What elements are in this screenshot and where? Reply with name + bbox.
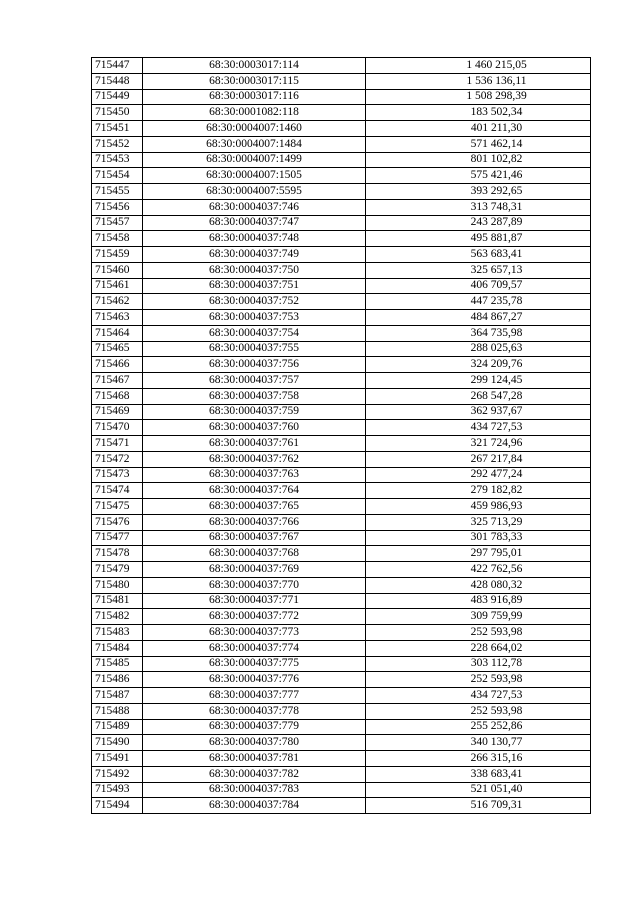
row-number-cell: 715455 bbox=[92, 184, 143, 200]
cadastral-value-cell: 252 593,98 bbox=[366, 625, 591, 641]
cadastral-value-cell: 288 025,63 bbox=[366, 341, 591, 357]
cadastral-number-cell: 68:30:0003017:114 bbox=[143, 58, 366, 74]
table-row bbox=[92, 562, 591, 578]
cadastral-value-cell: 338 683,41 bbox=[366, 766, 591, 782]
table-row bbox=[92, 121, 591, 137]
row-number-cell: 715458 bbox=[92, 231, 143, 247]
table-row bbox=[92, 294, 591, 310]
cadastral-number-cell: 68:30:0004037:774 bbox=[143, 640, 366, 656]
cadastral-value-cell: 393 292,65 bbox=[366, 184, 591, 200]
cadastral-number-cell: 68:30:0004037:783 bbox=[143, 782, 366, 798]
table-row bbox=[92, 357, 591, 373]
cadastral-number-cell: 68:30:0004037:750 bbox=[143, 262, 366, 278]
row-number-cell: 715485 bbox=[92, 656, 143, 672]
cadastral-number-cell: 68:30:0004037:775 bbox=[143, 656, 366, 672]
cadastral-number-cell: 68:30:0001082:118 bbox=[143, 105, 366, 121]
row-number-cell: 715494 bbox=[92, 798, 143, 814]
table-row bbox=[92, 625, 591, 641]
row-number-cell: 715487 bbox=[92, 688, 143, 704]
cadastral-value-cell: 1 508 298,39 bbox=[366, 89, 591, 105]
table-row bbox=[92, 278, 591, 294]
table-row bbox=[92, 672, 591, 688]
row-number-cell: 715460 bbox=[92, 262, 143, 278]
row-number-cell: 715478 bbox=[92, 546, 143, 562]
table-row bbox=[92, 152, 591, 168]
table-row bbox=[92, 467, 591, 483]
cadastral-number-cell: 68:30:0004037:765 bbox=[143, 499, 366, 515]
cadastral-value-cell: 459 986,93 bbox=[366, 499, 591, 515]
row-number-cell: 715475 bbox=[92, 499, 143, 515]
cadastral-number-cell: 68:30:0004037:764 bbox=[143, 483, 366, 499]
row-number-cell: 715447 bbox=[92, 58, 143, 74]
cadastral-number-cell: 68:30:0004007:5595 bbox=[143, 184, 366, 200]
row-number-cell: 715484 bbox=[92, 640, 143, 656]
cadastral-number-cell: 68:30:0004037:776 bbox=[143, 672, 366, 688]
cadastral-number-cell: 68:30:0004037:747 bbox=[143, 215, 366, 231]
cadastral-value-table bbox=[91, 57, 591, 814]
table-row bbox=[92, 373, 591, 389]
row-number-cell: 715464 bbox=[92, 325, 143, 341]
cadastral-value-cell: 267 217,84 bbox=[366, 451, 591, 467]
cadastral-value-cell: 228 664,02 bbox=[366, 640, 591, 656]
table-row bbox=[92, 483, 591, 499]
table-row bbox=[92, 404, 591, 420]
table-row bbox=[92, 215, 591, 231]
row-number-cell: 715468 bbox=[92, 388, 143, 404]
cadastral-value-cell: 243 287,89 bbox=[366, 215, 591, 231]
cadastral-value-cell: 484 867,27 bbox=[366, 310, 591, 326]
cadastral-value-cell: 1 460 215,05 bbox=[366, 58, 591, 74]
cadastral-value-cell: 252 593,98 bbox=[366, 672, 591, 688]
cadastral-value-cell: 297 795,01 bbox=[366, 546, 591, 562]
table-row bbox=[92, 89, 591, 105]
cadastral-number-cell: 68:30:0004037:748 bbox=[143, 231, 366, 247]
table-row bbox=[92, 703, 591, 719]
row-number-cell: 715473 bbox=[92, 467, 143, 483]
cadastral-value-cell: 801 102,82 bbox=[366, 152, 591, 168]
cadastral-number-cell: 68:30:0004037:771 bbox=[143, 593, 366, 609]
cadastral-number-cell: 68:30:0004037:754 bbox=[143, 325, 366, 341]
cadastral-number-cell: 68:30:0004037:766 bbox=[143, 514, 366, 530]
row-number-cell: 715470 bbox=[92, 420, 143, 436]
row-number-cell: 715456 bbox=[92, 199, 143, 215]
cadastral-value-cell: 183 502,34 bbox=[366, 105, 591, 121]
cadastral-value-cell: 516 709,31 bbox=[366, 798, 591, 814]
cadastral-number-cell: 68:30:0004037:761 bbox=[143, 436, 366, 452]
table-row bbox=[92, 325, 591, 341]
table-row bbox=[92, 73, 591, 89]
cadastral-number-cell: 68:30:0004037:753 bbox=[143, 310, 366, 326]
row-number-cell: 715482 bbox=[92, 609, 143, 625]
row-number-cell: 715492 bbox=[92, 766, 143, 782]
cadastral-number-cell: 68:30:0004037:763 bbox=[143, 467, 366, 483]
table-row bbox=[92, 136, 591, 152]
cadastral-number-cell: 68:30:0004037:772 bbox=[143, 609, 366, 625]
cadastral-value-cell: 299 124,45 bbox=[366, 373, 591, 389]
cadastral-value-cell: 340 130,77 bbox=[366, 735, 591, 751]
cadastral-value-cell: 447 235,78 bbox=[366, 294, 591, 310]
cadastral-value-cell: 255 252,86 bbox=[366, 719, 591, 735]
cadastral-number-cell: 68:30:0004037:759 bbox=[143, 404, 366, 420]
row-number-cell: 715451 bbox=[92, 121, 143, 137]
row-number-cell: 715476 bbox=[92, 514, 143, 530]
row-number-cell: 715465 bbox=[92, 341, 143, 357]
cadastral-number-cell: 68:30:0004037:749 bbox=[143, 247, 366, 263]
cadastral-number-cell: 68:30:0004037:752 bbox=[143, 294, 366, 310]
table-row bbox=[92, 168, 591, 184]
cadastral-value-cell: 324 209,76 bbox=[366, 357, 591, 373]
row-number-cell: 715452 bbox=[92, 136, 143, 152]
row-number-cell: 715479 bbox=[92, 562, 143, 578]
table-row bbox=[92, 262, 591, 278]
cadastral-value-cell: 483 916,89 bbox=[366, 593, 591, 609]
table-row bbox=[92, 735, 591, 751]
row-number-cell: 715449 bbox=[92, 89, 143, 105]
cadastral-number-cell: 68:30:0004037:762 bbox=[143, 451, 366, 467]
cadastral-value-cell: 309 759,99 bbox=[366, 609, 591, 625]
cadastral-value-cell: 422 762,56 bbox=[366, 562, 591, 578]
table-row bbox=[92, 640, 591, 656]
cadastral-value-cell: 563 683,41 bbox=[366, 247, 591, 263]
table-row bbox=[92, 499, 591, 515]
cadastral-value-cell: 303 112,78 bbox=[366, 656, 591, 672]
cadastral-value-cell: 266 315,16 bbox=[366, 751, 591, 767]
cadastral-number-cell: 68:30:0003017:116 bbox=[143, 89, 366, 105]
table-row bbox=[92, 688, 591, 704]
cadastral-number-cell: 68:30:0003017:115 bbox=[143, 73, 366, 89]
cadastral-number-cell: 68:30:0004037:758 bbox=[143, 388, 366, 404]
cadastral-number-cell: 68:30:0004037:757 bbox=[143, 373, 366, 389]
cadastral-number-cell: 68:30:0004007:1484 bbox=[143, 136, 366, 152]
cadastral-number-cell: 68:30:0004007:1499 bbox=[143, 152, 366, 168]
row-number-cell: 715474 bbox=[92, 483, 143, 499]
table-row bbox=[92, 782, 591, 798]
table-row bbox=[92, 577, 591, 593]
cadastral-number-cell: 68:30:0004037:751 bbox=[143, 278, 366, 294]
row-number-cell: 715457 bbox=[92, 215, 143, 231]
cadastral-number-cell: 68:30:0004037:778 bbox=[143, 703, 366, 719]
cadastral-value-cell: 252 593,98 bbox=[366, 703, 591, 719]
row-number-cell: 715472 bbox=[92, 451, 143, 467]
table-row bbox=[92, 420, 591, 436]
cadastral-value-cell: 434 727,53 bbox=[366, 420, 591, 436]
cadastral-value-cell: 575 421,46 bbox=[366, 168, 591, 184]
cadastral-number-cell: 68:30:0004037:784 bbox=[143, 798, 366, 814]
cadastral-value-cell: 428 080,32 bbox=[366, 577, 591, 593]
row-number-cell: 715477 bbox=[92, 530, 143, 546]
row-number-cell: 715462 bbox=[92, 294, 143, 310]
cadastral-value-cell: 571 462,14 bbox=[366, 136, 591, 152]
table-row bbox=[92, 58, 591, 74]
cadastral-value-cell: 406 709,57 bbox=[366, 278, 591, 294]
row-number-cell: 715467 bbox=[92, 373, 143, 389]
cadastral-number-cell: 68:30:0004037:780 bbox=[143, 735, 366, 751]
cadastral-number-cell: 68:30:0004037:781 bbox=[143, 751, 366, 767]
table-row bbox=[92, 766, 591, 782]
cadastral-value-cell: 362 937,67 bbox=[366, 404, 591, 420]
table-row bbox=[92, 388, 591, 404]
cadastral-value-cell: 521 051,40 bbox=[366, 782, 591, 798]
row-number-cell: 715471 bbox=[92, 436, 143, 452]
cadastral-number-cell: 68:30:0004037:773 bbox=[143, 625, 366, 641]
row-number-cell: 715488 bbox=[92, 703, 143, 719]
row-number-cell: 715459 bbox=[92, 247, 143, 263]
table-row bbox=[92, 247, 591, 263]
table-row bbox=[92, 751, 591, 767]
cadastral-value-cell: 325 713,29 bbox=[366, 514, 591, 530]
table-row bbox=[92, 231, 591, 247]
table-row bbox=[92, 546, 591, 562]
row-number-cell: 715454 bbox=[92, 168, 143, 184]
row-number-cell: 715483 bbox=[92, 625, 143, 641]
cadastral-number-cell: 68:30:0004037:768 bbox=[143, 546, 366, 562]
row-number-cell: 715480 bbox=[92, 577, 143, 593]
table-row bbox=[92, 514, 591, 530]
table-row bbox=[92, 656, 591, 672]
cadastral-number-cell: 68:30:0004037:756 bbox=[143, 357, 366, 373]
row-number-cell: 715469 bbox=[92, 404, 143, 420]
table-row bbox=[92, 184, 591, 200]
cadastral-value-cell: 292 477,24 bbox=[366, 467, 591, 483]
table-row bbox=[92, 310, 591, 326]
row-number-cell: 715486 bbox=[92, 672, 143, 688]
cadastral-number-cell: 68:30:0004037:779 bbox=[143, 719, 366, 735]
row-number-cell: 715493 bbox=[92, 782, 143, 798]
cadastral-value-cell: 301 783,33 bbox=[366, 530, 591, 546]
row-number-cell: 715489 bbox=[92, 719, 143, 735]
cadastral-value-cell: 313 748,31 bbox=[366, 199, 591, 215]
cadastral-number-cell: 68:30:0004037:755 bbox=[143, 341, 366, 357]
row-number-cell: 715450 bbox=[92, 105, 143, 121]
cadastral-value-cell: 1 536 136,11 bbox=[366, 73, 591, 89]
table-row bbox=[92, 105, 591, 121]
row-number-cell: 715491 bbox=[92, 751, 143, 767]
table-row bbox=[92, 530, 591, 546]
cadastral-number-cell: 68:30:0004037:777 bbox=[143, 688, 366, 704]
row-number-cell: 715490 bbox=[92, 735, 143, 751]
table-row bbox=[92, 798, 591, 814]
cadastral-value-cell: 495 881,87 bbox=[366, 231, 591, 247]
cadastral-value-cell: 401 211,30 bbox=[366, 121, 591, 137]
table-row bbox=[92, 609, 591, 625]
cadastral-value-cell: 364 735,98 bbox=[366, 325, 591, 341]
cadastral-value-cell: 434 727,53 bbox=[366, 688, 591, 704]
cadastral-value-cell: 325 657,13 bbox=[366, 262, 591, 278]
cadastral-value-cell: 268 547,28 bbox=[366, 388, 591, 404]
cadastral-number-cell: 68:30:0004037:767 bbox=[143, 530, 366, 546]
cadastral-value-cell: 279 182,82 bbox=[366, 483, 591, 499]
table-row bbox=[92, 593, 591, 609]
cadastral-number-cell: 68:30:0004037:760 bbox=[143, 420, 366, 436]
row-number-cell: 715453 bbox=[92, 152, 143, 168]
cadastral-number-cell: 68:30:0004007:1505 bbox=[143, 168, 366, 184]
row-number-cell: 715466 bbox=[92, 357, 143, 373]
table-row bbox=[92, 341, 591, 357]
cadastral-value-cell: 321 724,96 bbox=[366, 436, 591, 452]
row-number-cell: 715463 bbox=[92, 310, 143, 326]
cadastral-number-cell: 68:30:0004037:769 bbox=[143, 562, 366, 578]
cadastral-number-cell: 68:30:0004037:746 bbox=[143, 199, 366, 215]
row-number-cell: 715481 bbox=[92, 593, 143, 609]
table-body bbox=[92, 58, 591, 814]
cadastral-number-cell: 68:30:0004007:1460 bbox=[143, 121, 366, 137]
row-number-cell: 715448 bbox=[92, 73, 143, 89]
row-number-cell: 715461 bbox=[92, 278, 143, 294]
table-row bbox=[92, 451, 591, 467]
table-row bbox=[92, 719, 591, 735]
cadastral-number-cell: 68:30:0004037:782 bbox=[143, 766, 366, 782]
table-row bbox=[92, 199, 591, 215]
cadastral-number-cell: 68:30:0004037:770 bbox=[143, 577, 366, 593]
table-row bbox=[92, 436, 591, 452]
